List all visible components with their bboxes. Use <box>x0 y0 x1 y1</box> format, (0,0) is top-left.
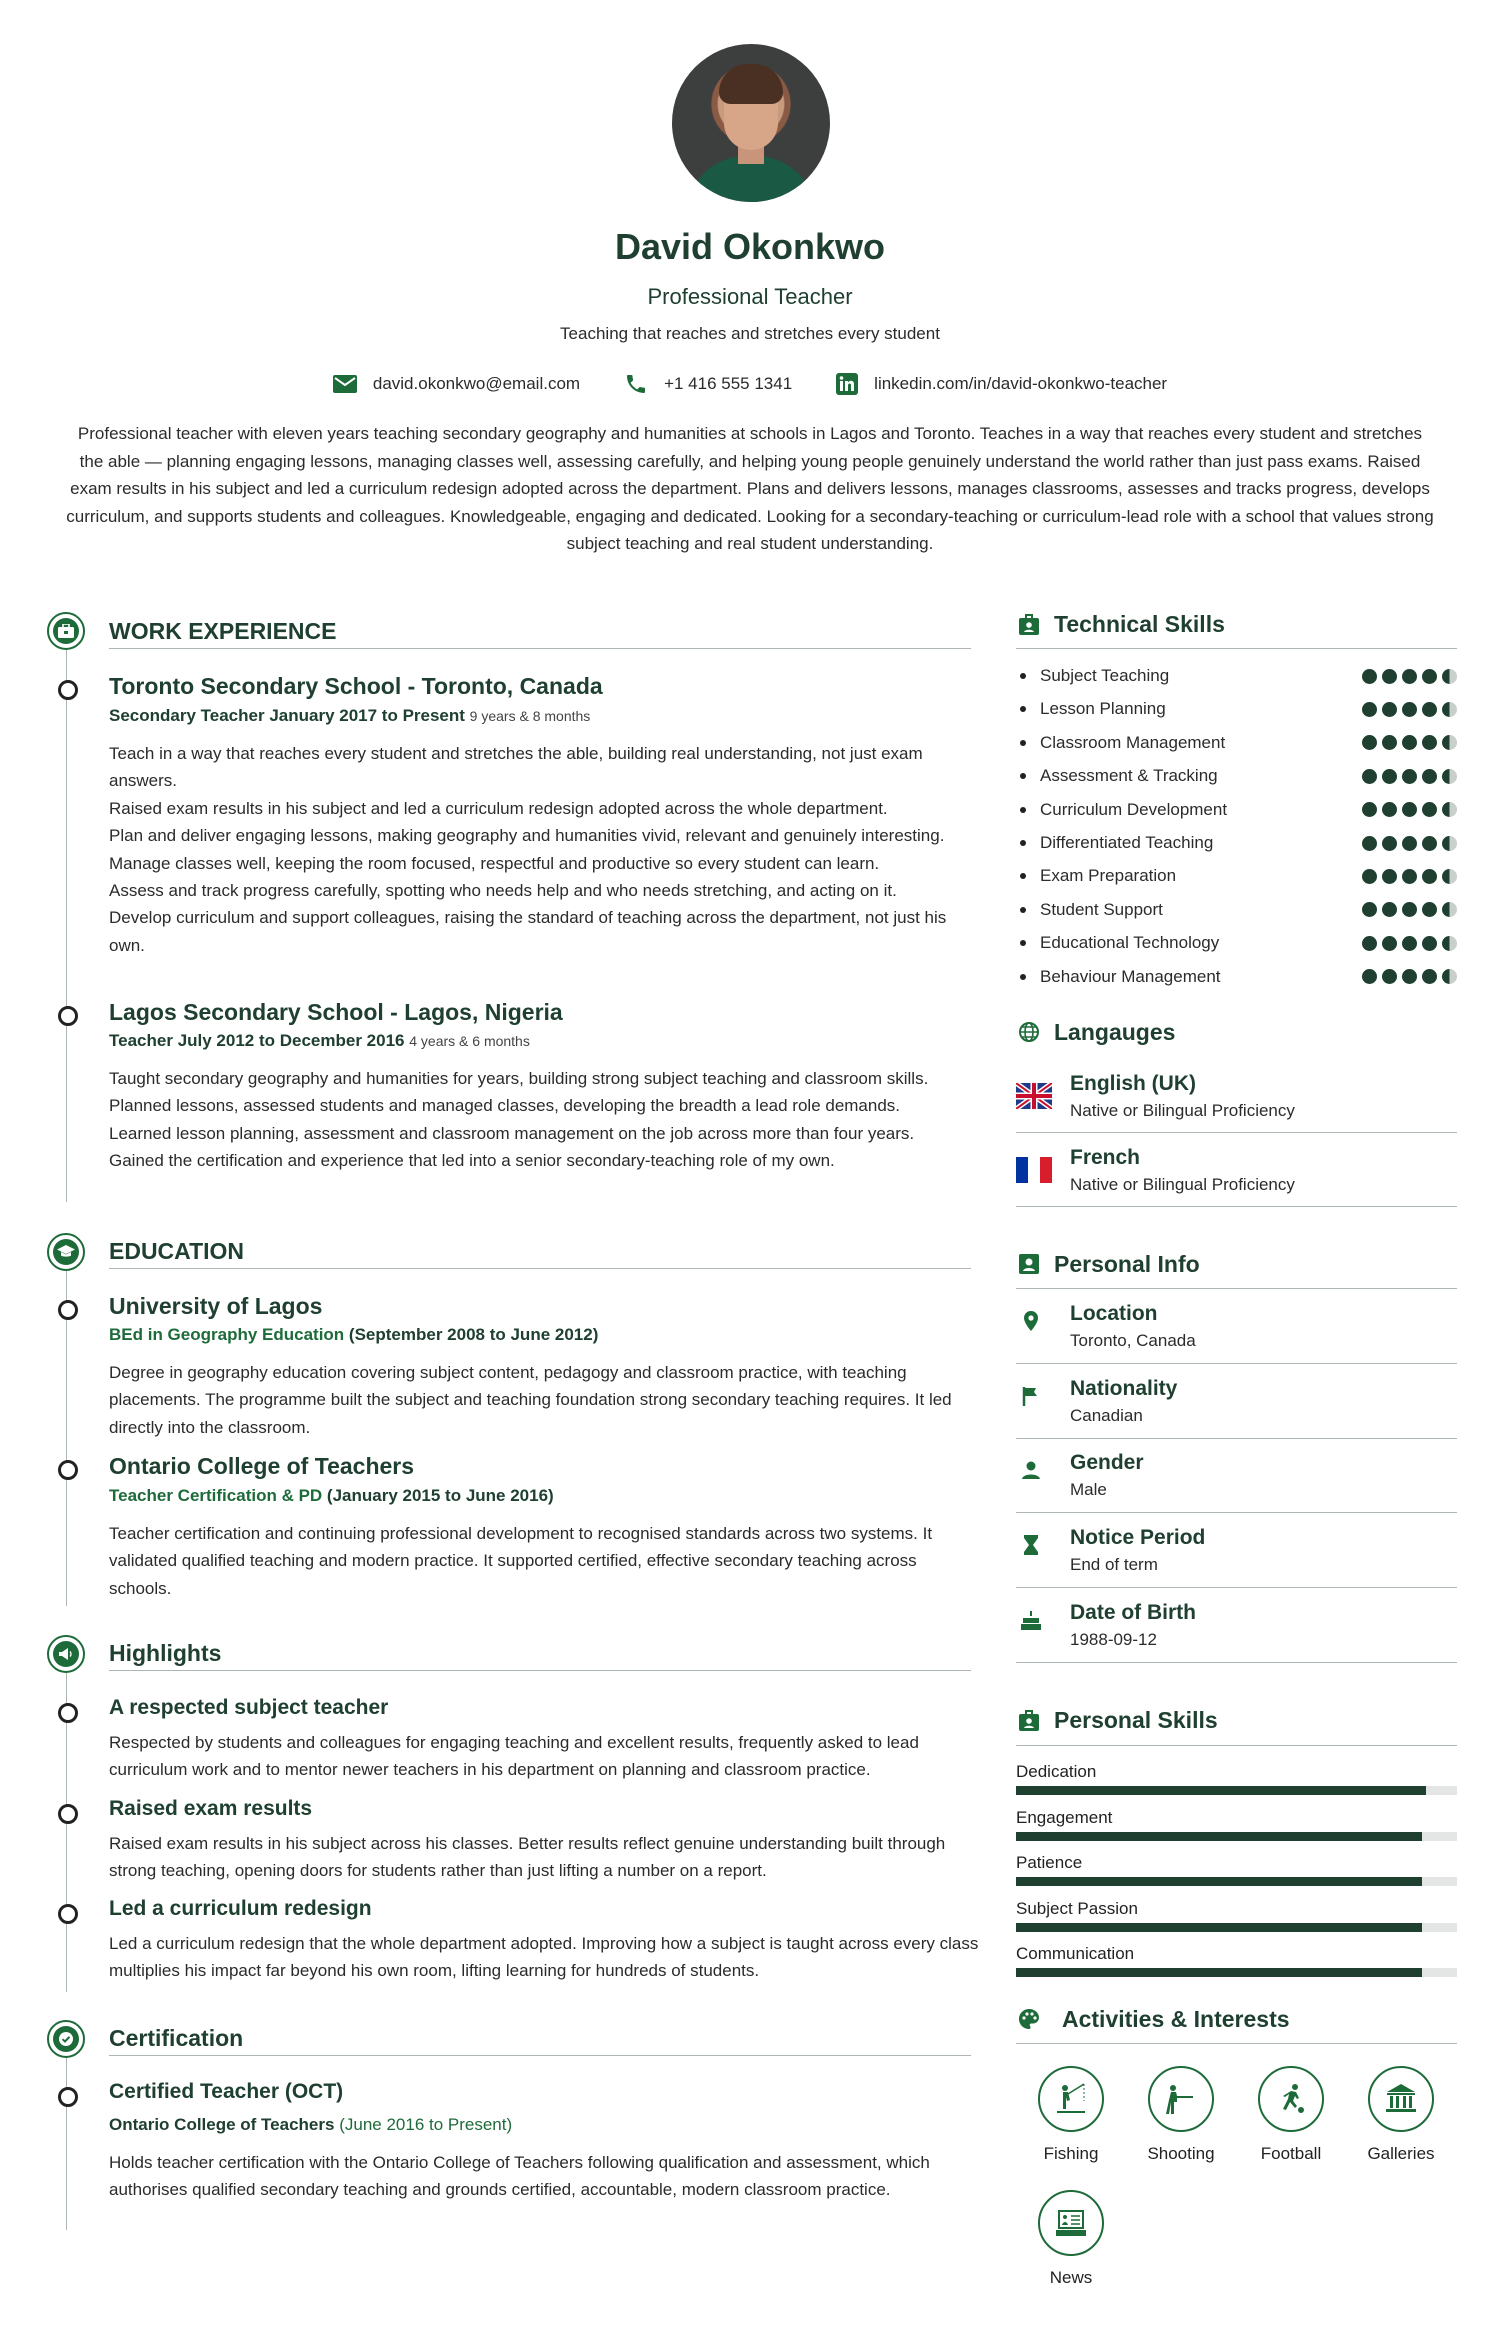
education-description: Degree in geography education covering subject content, pedagogy and classroom practice, with teaching placements. The programme built the subject and teaching foundation strong secondary teaching requires. It led directly into the classroom. <box>109 1363 952 1437</box>
timeline-dot <box>58 1460 78 1480</box>
skill-rating <box>1362 802 1457 817</box>
rating-dot <box>1442 769 1457 784</box>
bullet-icon <box>1020 873 1026 879</box>
highlight-text: Respected by students and colleagues for engaging teaching and excellent results, frequently asked to lead curriculum work and to mentor newer teachers in his department on planning and classroom practice. <box>109 1733 919 1780</box>
hourglass-icon <box>1020 1534 1042 1556</box>
certification-text: Holds teacher certification with the Ontario College of Teachers following qualification and assessment, which authorises qualified secondary teaching and grounds certified, accountable, modern classroom practice. <box>109 2153 930 2200</box>
job-position: Teacher <box>109 1031 173 1050</box>
certification-name: Certified Teacher (OCT) <box>109 2080 344 2103</box>
info-value: 1988-09-12 <box>1070 1630 1157 1649</box>
info-date-of-birth <box>1016 1601 1457 1661</box>
candidate-role: Professional Teacher <box>647 284 853 309</box>
technical-skill-row <box>1016 664 1457 688</box>
rating-dot <box>1422 735 1437 750</box>
info-location <box>1016 1302 1457 1362</box>
job-dates: July 2012 to December 2016 <box>177 1031 405 1050</box>
section-divider <box>1016 1288 1457 1289</box>
rating-dot <box>1362 836 1377 851</box>
rating-dot <box>1422 969 1437 984</box>
football-icon <box>1271 2079 1311 2119</box>
flag-icon <box>1020 1385 1042 1407</box>
bullet-icon <box>1020 706 1026 712</box>
rating-dot <box>1442 969 1457 984</box>
activity-label: Football <box>1260 2144 1322 2163</box>
skill-level-bar <box>1016 1923 1457 1932</box>
technical-skill-row <box>1016 798 1457 822</box>
contact-phone[interactable] <box>624 372 792 396</box>
contact-email[interactable] <box>333 372 580 396</box>
rating-dot <box>1402 836 1417 851</box>
bullet-icon <box>1020 807 1026 813</box>
rating-dot <box>1402 702 1417 717</box>
degree-dates: (January 2015 to June 2016) <box>326 1486 554 1505</box>
technical-skill-row <box>1016 931 1457 955</box>
personal-skill-label: Engagement <box>1016 1807 1113 1827</box>
rating-dot <box>1382 735 1397 750</box>
rating-dot <box>1422 802 1437 817</box>
linkedin-text: linkedin.com/in/david-okonkwo-teacher <box>874 374 1168 393</box>
personal-skill <box>1016 1944 1457 1977</box>
briefcase-icon <box>58 624 74 638</box>
language-level: Native or Bilingual Proficiency <box>1070 1101 1295 1120</box>
rating-dot <box>1382 669 1397 684</box>
activity-label: News <box>1049 2268 1093 2287</box>
bullet-icon <box>1020 740 1026 746</box>
technical-skill-row <box>1016 731 1457 755</box>
info-key: Notice Period <box>1070 1526 1206 1549</box>
rating-dot <box>1402 735 1417 750</box>
skill-level-bar <box>1016 1968 1457 1977</box>
rating-dot <box>1362 902 1377 917</box>
personal-skill-label: Dedication <box>1016 1762 1097 1781</box>
highlight-text: Led a curriculum redesign that the whole department adopted. Improving how a subject is taught across every class multiplies his impact far beyond his own room, lifting learning for hundreds of students. <box>109 1934 979 1981</box>
fishing-icon <box>1051 2079 1091 2119</box>
info-nationality <box>1016 1377 1457 1437</box>
info-value: Male <box>1070 1480 1107 1499</box>
skill-rating <box>1362 869 1457 884</box>
degree-meta <box>109 1486 554 1506</box>
candidate-tagline: Teaching that reaches and stretches every student <box>560 324 940 343</box>
skill-rating <box>1362 936 1457 951</box>
personal-skill-label: Patience <box>1016 1853 1083 1872</box>
language-item <box>1016 1146 1457 1202</box>
graduation-cap-icon <box>57 1245 75 1259</box>
france-flag-icon <box>1016 1157 1052 1183</box>
gallery-icon <box>1381 2079 1421 2119</box>
skill-label: Differentiated Teaching <box>1040 833 1214 852</box>
skill-rating <box>1362 902 1457 917</box>
bullet-icon <box>1020 840 1026 846</box>
uk-flag-icon <box>1016 1083 1052 1109</box>
school-name: University of Lagos <box>109 1293 323 1319</box>
skill-level-bar <box>1016 1832 1457 1841</box>
school-name: Ontario College of Teachers <box>109 1453 415 1479</box>
technical-skills-title: Technical Skills <box>1054 611 1225 637</box>
education-description: Teacher certification and continuing professional development to recognised standards across two systems. It validated qualified teaching and modern practice. It supported certified, effective secondary teaching across schools. <box>109 1524 933 1598</box>
skill-level-fill <box>1016 1923 1422 1932</box>
education-section-icon <box>47 1233 85 1271</box>
rating-dot <box>1402 769 1417 784</box>
timeline-line <box>66 1270 67 1606</box>
news-icon <box>1051 2203 1091 2243</box>
personal-skills-title: Personal Skills <box>1054 1707 1218 1733</box>
skill-rating <box>1362 836 1457 851</box>
technical-skill-row <box>1016 697 1457 721</box>
skill-label: Subject Teaching <box>1040 666 1170 685</box>
rating-dot <box>1442 802 1457 817</box>
rating-dot <box>1362 769 1377 784</box>
timeline-dot <box>58 1703 78 1723</box>
skill-level-fill <box>1016 1786 1426 1795</box>
skill-rating <box>1362 769 1457 784</box>
highlight-title: A respected subject teacher <box>109 1696 389 1719</box>
skill-rating <box>1362 669 1457 684</box>
personal-skill <box>1016 1808 1457 1841</box>
bullet-icon <box>1020 907 1026 913</box>
info-gender <box>1016 1451 1457 1511</box>
education-section-title: EDUCATION <box>109 1238 245 1264</box>
personal-skill-label: Communication <box>1016 1944 1135 1963</box>
job-line: Taught secondary geography and humanities for years, building strong subject teaching and classroom skills. <box>109 1069 929 1088</box>
section-divider <box>109 1268 971 1269</box>
verified-badge-icon <box>58 2031 74 2047</box>
personal-skill <box>1016 1899 1457 1932</box>
info-value: End of term <box>1070 1555 1158 1574</box>
skill-label: Behaviour Management <box>1040 966 1221 986</box>
email-icon <box>333 374 357 394</box>
rating-dot <box>1382 936 1397 951</box>
info-notice-period <box>1016 1526 1457 1586</box>
degree-name: Teacher Certification & PD <box>109 1486 323 1505</box>
rating-dot <box>1442 869 1457 884</box>
activity-label: Fishing <box>1043 2144 1099 2163</box>
skill-level-fill <box>1016 1877 1422 1886</box>
rating-dot <box>1382 702 1397 717</box>
job-line: Gained the certification and experience that led into a senior secondary-teaching role of my own. <box>109 1151 835 1171</box>
personal-info-title: Personal Info <box>1054 1251 1200 1277</box>
timeline-dot <box>58 1300 78 1320</box>
job-line: Learned lesson planning, assessment and classroom management on the job across more than four years. <box>109 1123 915 1143</box>
candidate-name: David Okonkwo <box>614 226 886 267</box>
rating-dot <box>1362 702 1377 717</box>
rating-dot <box>1422 869 1437 884</box>
language-name: English (UK) <box>1070 1072 1196 1095</box>
bullet-icon <box>1020 673 1026 679</box>
certification-issuer: Ontario College of Teachers <box>109 2115 335 2134</box>
skill-label: Curriculum Development <box>1040 799 1228 819</box>
certification-section-title: Certification <box>109 2025 244 2051</box>
id-badge-icon <box>1018 1710 1040 1732</box>
rating-dot <box>1362 936 1377 951</box>
rating-dot <box>1382 869 1397 884</box>
skill-label: Lesson Planning <box>1040 699 1166 719</box>
megaphone-icon <box>58 1647 74 1661</box>
rating-dot <box>1402 869 1417 884</box>
work-section-title: WORK EXPERIENCE <box>109 618 337 644</box>
job-line: Develop curriculum and support colleagues, raising the standard of teaching across the department, not just his own. <box>109 908 947 955</box>
rating-dot <box>1422 902 1437 917</box>
job-title: Lagos Secondary School - Lagos, Nigeria <box>109 999 563 1025</box>
skill-level-bar <box>1016 1877 1457 1886</box>
timeline-line <box>66 2058 67 2230</box>
job-meta <box>109 706 590 726</box>
job-title: Toronto Secondary School - Toronto, Canada <box>109 673 603 699</box>
job-line: Manage classes well, keeping the room focused, respectful and productive so every student can learn. <box>109 853 880 873</box>
info-key: Nationality <box>1070 1377 1178 1400</box>
palette-icon <box>1018 2008 1040 2030</box>
certification-dates: (June 2016 to Present) <box>339 2115 513 2134</box>
rating-dot <box>1402 802 1417 817</box>
highlights-section-icon <box>47 1635 85 1673</box>
skill-rating <box>1362 969 1457 984</box>
rating-dot <box>1422 769 1437 784</box>
timeline-dot <box>58 1006 78 1026</box>
language-level: Native or Bilingual Proficiency <box>1070 1175 1295 1194</box>
technical-skill-row <box>1016 831 1457 855</box>
job-dates: January 2017 to Present <box>269 706 465 725</box>
bullet-icon <box>1020 773 1026 779</box>
job-duration: 9 years & 8 months <box>469 708 591 724</box>
section-divider <box>109 648 971 649</box>
job-line: Assess and track progress carefully, spotting who needs help and who needs stretching, and acting on it. <box>109 881 897 901</box>
job-description <box>109 1065 981 1175</box>
personal-skill <box>1016 1762 1457 1795</box>
technical-skill-row <box>1016 898 1457 922</box>
rating-dot <box>1362 969 1377 984</box>
skill-rating <box>1362 702 1457 717</box>
info-value: Canadian <box>1070 1406 1143 1425</box>
certification-section-icon <box>47 2020 85 2058</box>
skill-rating <box>1362 735 1457 750</box>
skill-label: Educational Technology <box>1040 933 1220 953</box>
degree-name: BEd in Geography Education <box>109 1325 345 1344</box>
activity-shooting <box>1126 2066 1236 2164</box>
highlight-title: Raised exam results <box>109 1797 313 1820</box>
info-key: Gender <box>1070 1451 1144 1474</box>
rating-dot <box>1382 902 1397 917</box>
degree-meta <box>109 1325 598 1345</box>
skill-label: Exam Preparation <box>1040 866 1177 886</box>
technical-skill-row <box>1016 764 1457 788</box>
degree-dates: (September 2008 to June 2012) <box>348 1325 599 1344</box>
rating-dot <box>1442 702 1457 717</box>
rating-dot <box>1422 702 1437 717</box>
job-description <box>109 740 981 959</box>
activity-label: Shooting <box>1147 2144 1215 2163</box>
activity-galleries <box>1346 2066 1456 2164</box>
skill-level-fill <box>1016 1832 1422 1841</box>
activity-football <box>1236 2066 1346 2164</box>
section-divider <box>109 1670 971 1671</box>
info-value: Toronto, Canada <box>1070 1331 1196 1350</box>
rating-dot <box>1402 669 1417 684</box>
technical-skill-row <box>1016 965 1457 989</box>
job-line: Planned lessons, assessed students and managed classes, developing the breadth a lead role demands. <box>109 1096 901 1116</box>
activity-fishing <box>1016 2066 1126 2164</box>
rating-dot <box>1382 836 1397 851</box>
rating-dot <box>1422 936 1437 951</box>
skill-level-fill <box>1016 1968 1422 1977</box>
rating-dot <box>1422 836 1437 851</box>
contact-bar <box>0 372 1500 396</box>
contact-card-icon <box>1018 1253 1040 1275</box>
rating-dot <box>1442 902 1457 917</box>
rating-dot <box>1442 735 1457 750</box>
highlight-text: Raised exam results in his subject across his classes. Better results reflect genuine understanding built through strong teaching, opening doors for students rather than just lifting a number on a report. <box>109 1834 946 1881</box>
timeline-line <box>66 650 67 1202</box>
rating-dot <box>1442 836 1457 851</box>
rating-dot <box>1402 969 1417 984</box>
rating-dot <box>1362 802 1377 817</box>
activity-label: Galleries <box>1367 2144 1435 2163</box>
location-pin-icon <box>1020 1310 1042 1332</box>
contact-linkedin[interactable] <box>836 372 1167 396</box>
job-position: Secondary Teacher <box>109 706 265 725</box>
rating-dot <box>1402 936 1417 951</box>
highlight-title: Led a curriculum redesign <box>109 1897 372 1920</box>
highlights-section-title: Highlights <box>109 1640 222 1666</box>
info-key: Location <box>1070 1302 1158 1325</box>
bullet-icon <box>1020 974 1026 980</box>
section-divider <box>109 2055 971 2056</box>
skill-label: Assessment & Tracking <box>1040 766 1218 786</box>
job-meta <box>109 1031 530 1051</box>
rating-dot <box>1362 669 1377 684</box>
rating-dot <box>1362 735 1377 750</box>
globe-icon <box>1018 1021 1040 1043</box>
certification-meta <box>109 2115 512 2135</box>
job-line: Raised exam results in his subject and led a curriculum redesign adopted across the whole department. <box>109 798 888 818</box>
section-divider <box>1016 1745 1457 1746</box>
rating-dot <box>1442 669 1457 684</box>
rating-dot <box>1362 869 1377 884</box>
technical-skill-row <box>1016 864 1457 888</box>
rating-dot <box>1382 969 1397 984</box>
profile-summary: Professional teacher with eleven years teaching secondary geography and humanities at schools in Lagos and Toronto. Teaches in a way that reaches every student and stretches the able — planning engaging lessons, managing classes well, assessing carefully, and helping young people genuinely understand the world rather than just pass exams. Raised exam results in his subject and led a curriculum redesign adopted across the department. Plans and delivers lessons, manages classrooms, assesses and tracks progress, develops curriculum, and supports students and colleagues. Knowledgeable, engaging and dedicated. Looking for a secondary-teaching or curriculum-lead role with a school that values strong subject teaching and real student understanding. <box>66 424 1434 553</box>
rating-dot <box>1382 802 1397 817</box>
skill-level-bar <box>1016 1786 1457 1795</box>
phone-text: +1 416 555 1341 <box>664 374 793 393</box>
id-badge-icon <box>1018 614 1040 636</box>
rating-dot <box>1382 769 1397 784</box>
personal-skill <box>1016 1853 1457 1886</box>
rating-dot <box>1402 902 1417 917</box>
rating-dot <box>1422 669 1437 684</box>
cake-icon <box>1020 1609 1042 1631</box>
email-text: david.okonkwo@email.com <box>372 374 581 393</box>
language-item <box>1016 1072 1457 1128</box>
language-name: French <box>1070 1146 1141 1169</box>
work-section-icon <box>47 612 85 650</box>
shooting-icon <box>1161 2079 1201 2119</box>
activities-title: Activities & Interests <box>1062 2006 1290 2032</box>
timeline-dot <box>58 1804 78 1824</box>
languages-title: Langauges <box>1054 1019 1176 1045</box>
timeline-dot <box>58 2087 78 2107</box>
job-duration: 4 years & 6 months <box>409 1033 530 1049</box>
profile-photo <box>672 44 830 202</box>
person-icon <box>1020 1459 1042 1481</box>
personal-skill-label: Subject Passion <box>1016 1898 1138 1918</box>
skill-label: Classroom Management <box>1040 732 1226 752</box>
job-line: Teach in a way that reaches every student and stretches the able, building real understanding, not just exam answers. <box>109 744 923 791</box>
job-line: Plan and deliver engaging lessons, making geography and humanities vivid, relevant and genuinely interesting. <box>109 826 945 846</box>
info-key: Date of Birth <box>1070 1601 1196 1624</box>
phone-icon <box>624 372 648 396</box>
linkedin-icon <box>836 373 858 395</box>
timeline-dot <box>58 680 78 700</box>
timeline-dot <box>58 1904 78 1924</box>
activity-news <box>1016 2190 1126 2288</box>
section-divider <box>1016 2043 1457 2044</box>
skill-label: Student Support <box>1040 899 1163 919</box>
rating-dot <box>1442 936 1457 951</box>
section-divider <box>1016 648 1457 649</box>
bullet-icon <box>1020 940 1026 946</box>
